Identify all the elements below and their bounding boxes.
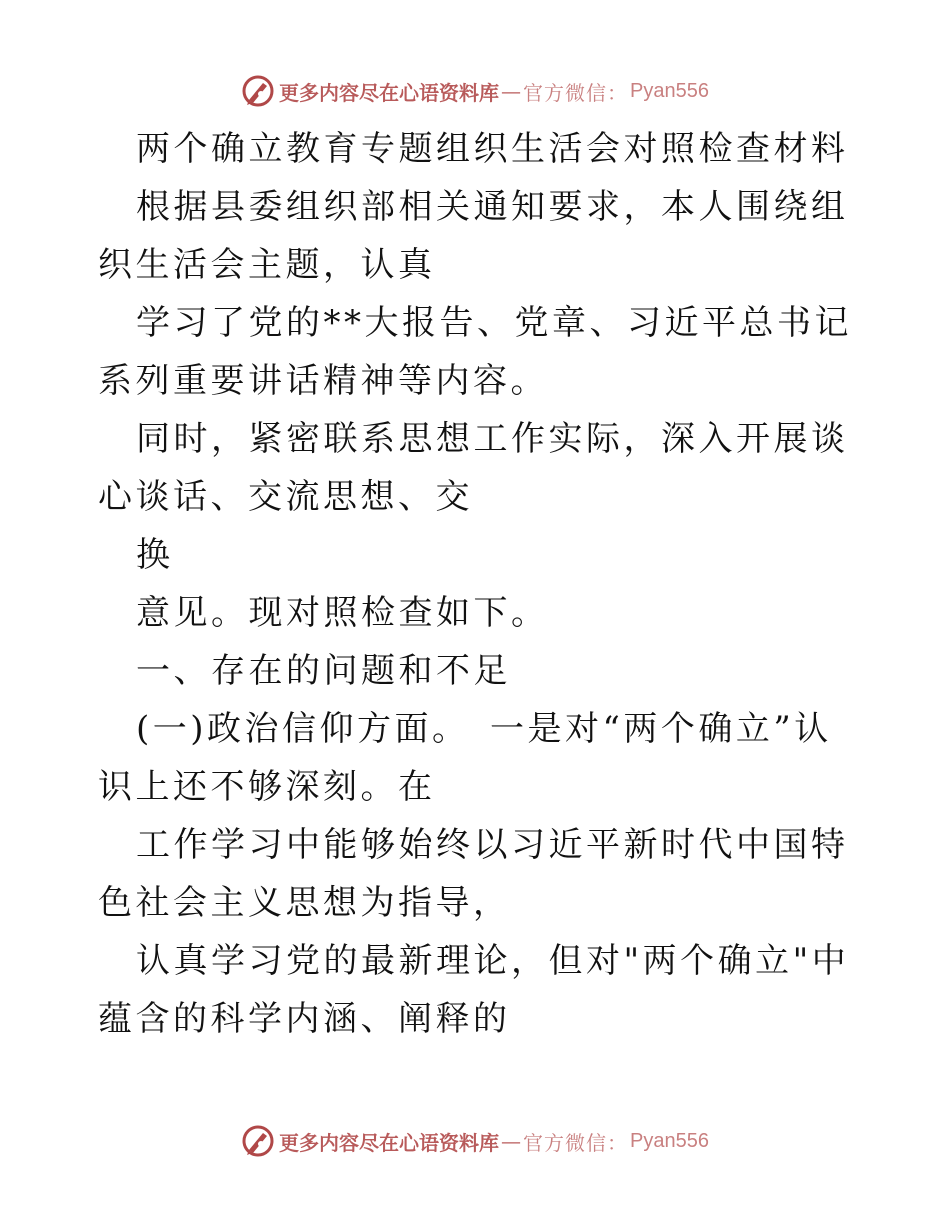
- watermark-dash: —: [501, 1129, 522, 1153]
- paragraph: 换: [136, 535, 174, 575]
- watermark-official-label: 官方微信：: [523, 80, 629, 105]
- watermark-header: [0, 71, 950, 111]
- watermark-official-label: 官方微信：: [523, 1130, 629, 1155]
- pen-circle-logo-icon: [241, 74, 275, 108]
- paragraph: 工作学习中能够始终以习近平新时代中国特色社会主义思想为指导，: [98, 825, 849, 923]
- watermark-wechat-id: Pyan556: [630, 79, 709, 102]
- document-body: [98, 120, 854, 1048]
- paragraph: 学习了党的**大报告、党章、习近平总书记系列重要讲话精神等内容。: [98, 303, 852, 401]
- paragraph: (一)政治信仰方面。 一是对“两个确立”认识上还不够深刻。在: [98, 709, 832, 807]
- section-heading: 一、存在的问题和不足: [136, 651, 511, 691]
- paragraph: 意见。现对照检查如下。: [136, 593, 549, 633]
- watermark-brand: 更多内容尽在心语资料库: [279, 1130, 500, 1155]
- paragraph: 根据县委组织部相关通知要求，本人围绕组织生活会主题，认真: [98, 187, 849, 285]
- watermark-wechat-id: Pyan556: [630, 1129, 709, 1152]
- pen-circle-logo-icon: [241, 1124, 275, 1158]
- watermark-brand: 更多内容尽在心语资料库: [279, 80, 500, 105]
- watermark-footer: [0, 1121, 950, 1161]
- paragraph: 认真学习党的最新理论，但对"两个确立"中蕴含的科学内涵、阐释的: [98, 941, 850, 1039]
- watermark-dash: —: [501, 79, 522, 103]
- paragraph: 同时，紧密联系思想工作实际，深入开展谈心谈话、交流思想、交: [98, 419, 849, 517]
- document-title: 两个确立教育专题组织生活会对照检查材料: [136, 129, 849, 169]
